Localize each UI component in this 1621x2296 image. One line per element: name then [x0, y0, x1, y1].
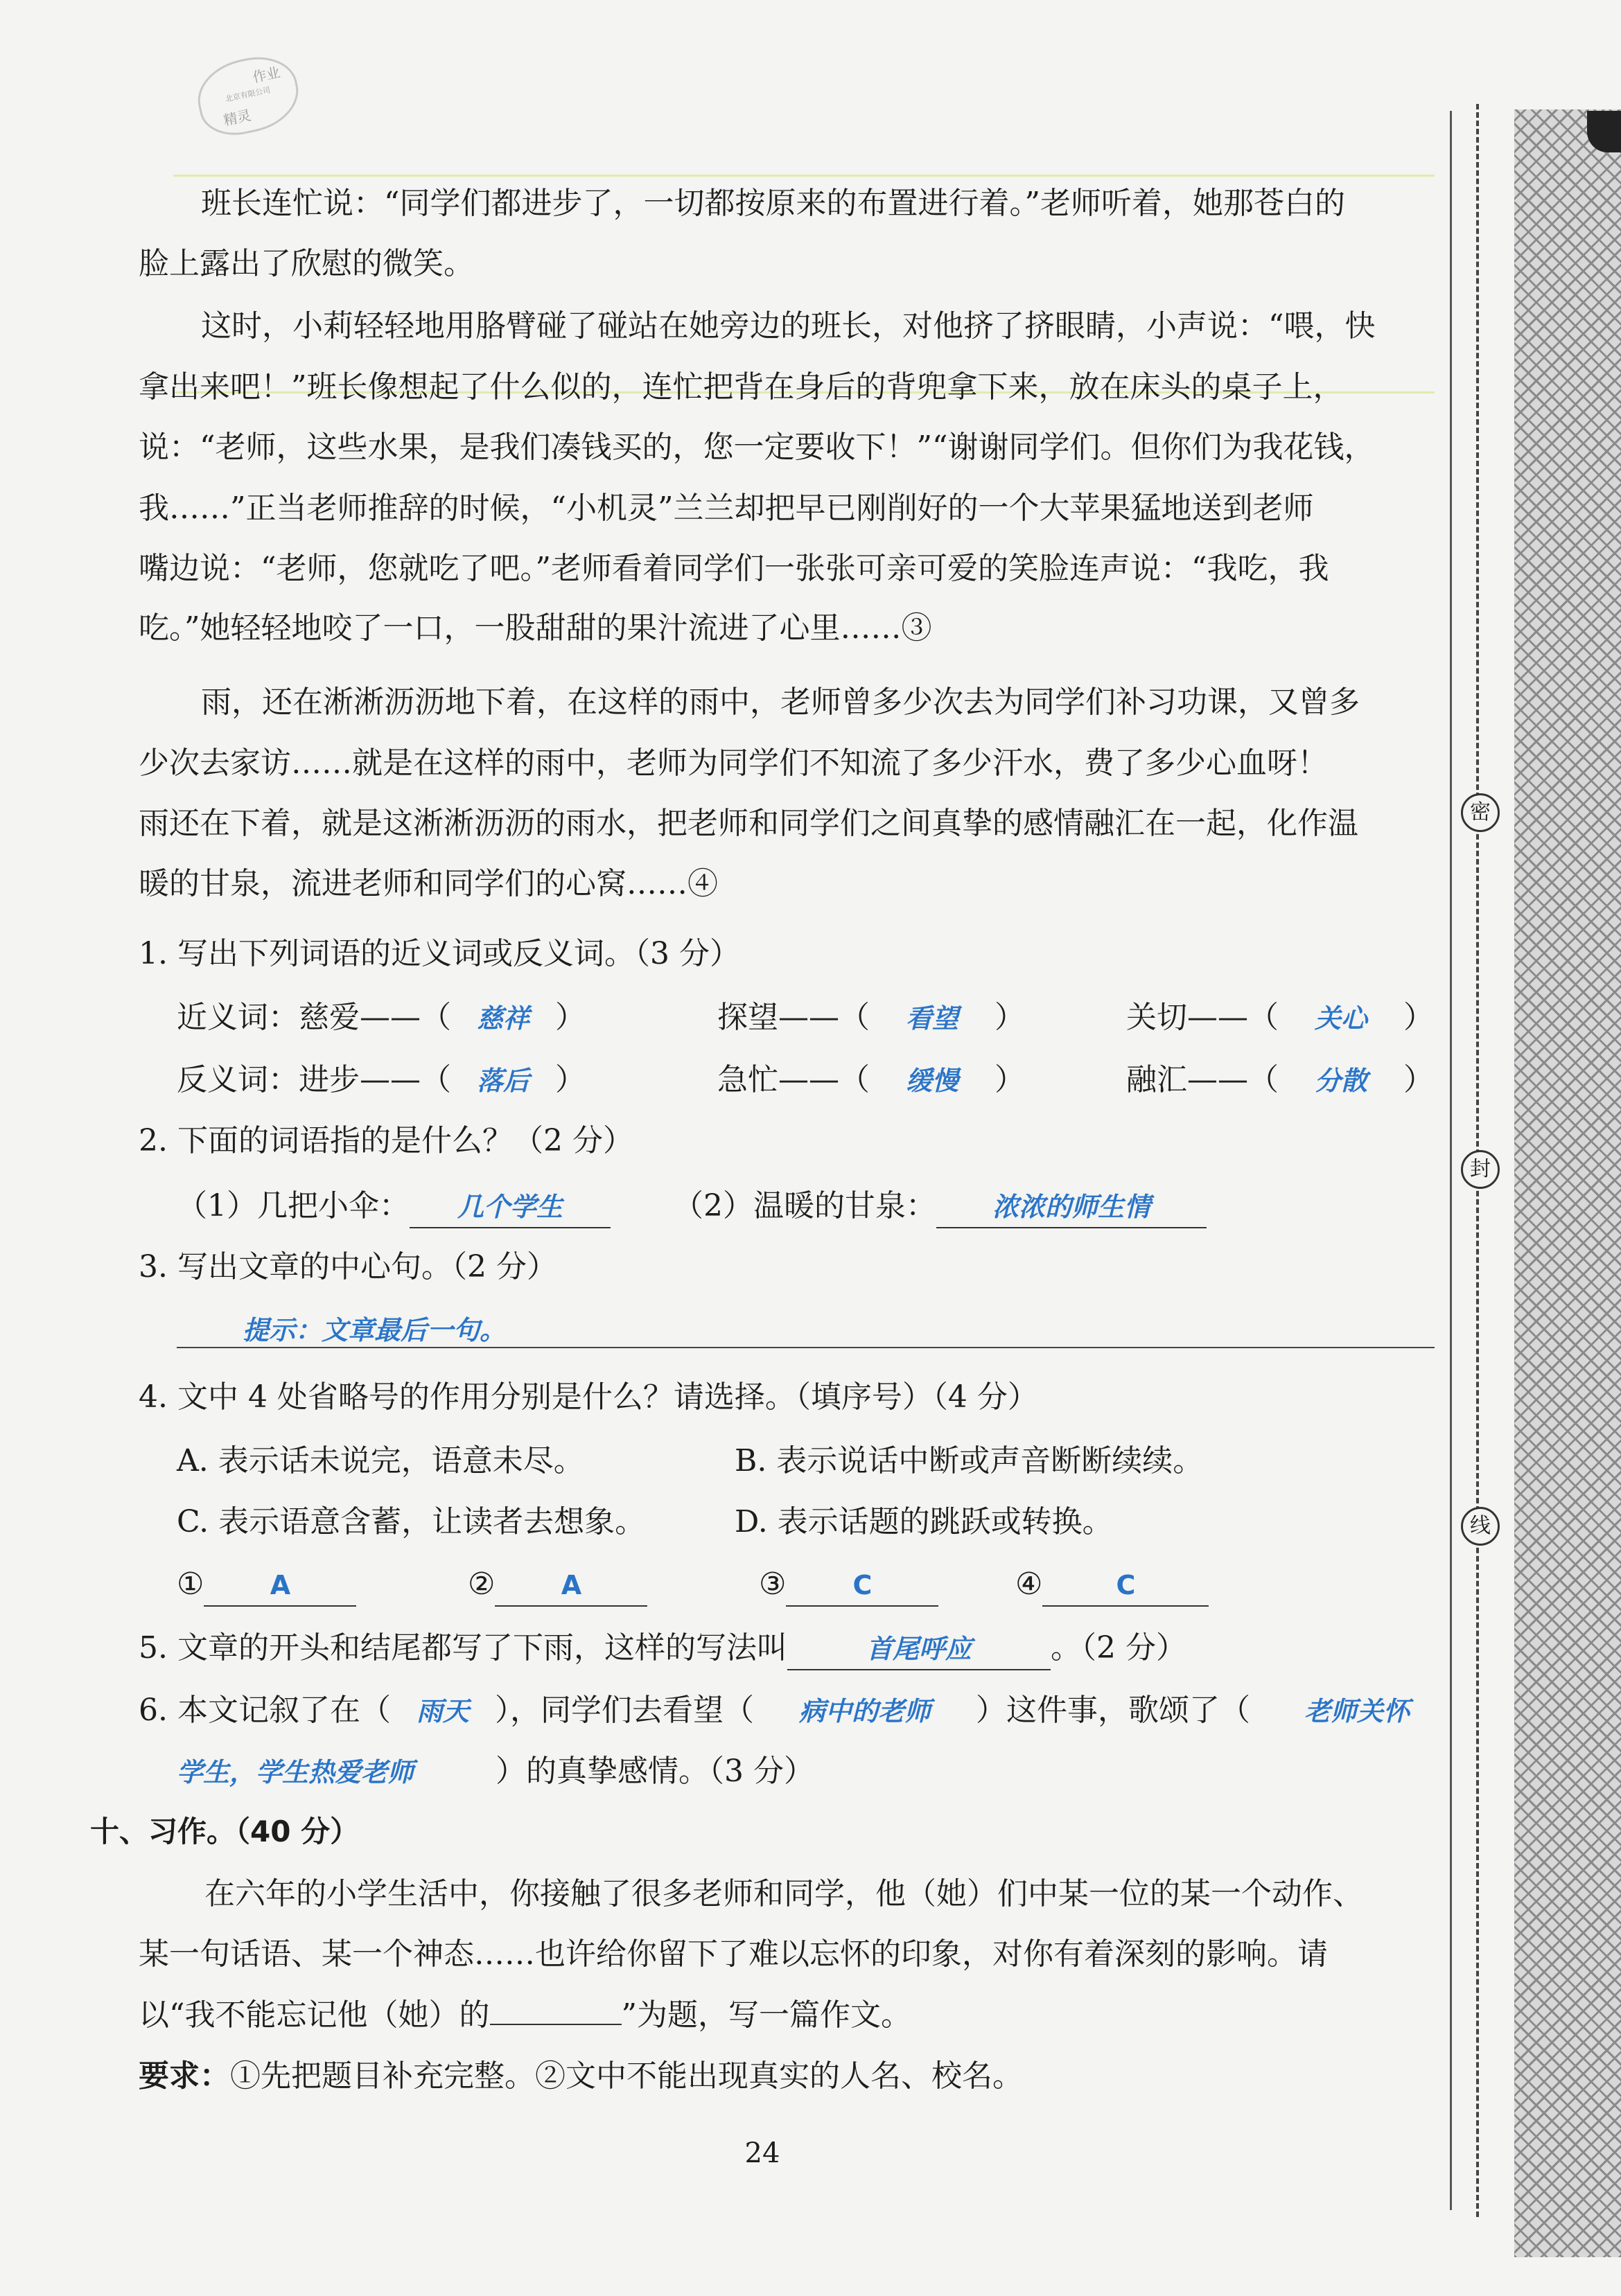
stamp-logo	[191, 49, 306, 142]
seal-marker: 密	[1461, 793, 1500, 832]
q5-answer: 首尾呼应	[787, 1629, 1051, 1670]
question-6-cont	[177, 1751, 1473, 1792]
passage-line: 吃。”她轻轻地咬了一口，一股甜甜的果汁流进了心里……③	[139, 610, 932, 646]
q6-answer-2: 病中的老师	[798, 1696, 931, 1727]
passage-line: 嘴边说：“老师，您就吃了吧。”老师看着同学们一张张可亲可爱的笑脸连声说：“我吃，我	[139, 551, 1329, 586]
q4-answer: A	[495, 1565, 647, 1607]
requirements-label: 要求：	[139, 2058, 230, 2094]
passage-line: 我……”正当老师推辞的时候，“小机灵”兰兰却把早已刚削好的一个大苹果猛地送到老师	[139, 491, 1314, 526]
passage-line: 暖的甘泉，流进老师和同学们的心窝……④	[139, 866, 718, 901]
question-1-title: 1. 写出下列词语的近义词或反义词。（3 分）	[139, 936, 740, 971]
essay-prompt-line	[139, 1995, 1435, 2036]
question-5	[139, 1628, 1435, 1670]
q1-prompt: ）	[994, 1000, 1025, 1035]
stamp-text: 精灵	[222, 107, 253, 129]
q1-answer: 分散	[1314, 1066, 1367, 1096]
crosshatch-border	[1514, 109, 1621, 2257]
q1-row-1	[177, 998, 1473, 1039]
q2-label-a: （1）几把小伞：	[177, 1188, 410, 1224]
q4-answer: C	[1042, 1565, 1209, 1607]
q6-answer-3: 老师关怀	[1304, 1696, 1410, 1727]
q1-prompt: ）	[555, 1000, 586, 1035]
essay-prompt-line: 某一句话语、某一个神态……也许给你留下了难以忘怀的印象，对你有着深刻的影响。请	[139, 1936, 1328, 1972]
essay-prompt-text: 以“我不能忘记他（她）的	[139, 1997, 490, 2033]
q2-label-b: （2）温暖的甘泉：	[673, 1188, 936, 1224]
passage-line: 说：“老师，这些水果，是我们凑钱买的，您一定要收下！”“谢谢同学们。但你们为我花钱，	[139, 430, 1375, 465]
passage-line: 拿出来吧！”班长像想起了什么似的，连忙把背在身后的背兜拿下来，放在床头的桌子上，	[139, 369, 1344, 405]
essay-prompt-text: ”为题，写一篇作文。	[621, 1997, 911, 2033]
q6-prompt: ）这件事，歌颂了（	[975, 1693, 1250, 1728]
highlight-mark	[173, 175, 1435, 177]
passage-line: 这时，小莉轻轻地用胳臂碰了碰站在她旁边的班长，对他挤了挤眼睛，小声说：“喂，快	[201, 308, 1376, 344]
q1-answer: 关心	[1314, 1003, 1367, 1034]
q4-answers	[177, 1564, 1473, 1607]
q4-option-d: D. 表示话题的跳跃或转换。	[735, 1504, 1113, 1539]
requirements-text: ①先把题目补充完整。②文中不能出现真实的人名、校名。	[230, 2058, 1023, 2094]
q4-answer-number: ①	[177, 1566, 204, 1602]
q1-prompt: 反义词：进步——（	[177, 1062, 451, 1097]
stamp-text: 北京有限公司	[225, 85, 272, 104]
q1-answer: 看望	[905, 1003, 958, 1034]
q1-answer: 缓慢	[905, 1066, 958, 1096]
essay-title-blank	[490, 2024, 622, 2025]
q1-answer: 落后	[476, 1066, 529, 1096]
question-3-title: 3. 写出文章的中心句。（2 分）	[139, 1249, 557, 1284]
q3-answer-line	[177, 1309, 1435, 1348]
q4-option-a: A. 表示话未说完，语意未尽。	[177, 1443, 584, 1478]
q5-prompt: 5. 文章的开头和结尾都写了下雨，这样的写法叫	[139, 1630, 787, 1666]
q2-answer-a: 几个学生	[410, 1187, 611, 1228]
q1-prompt: ）	[1403, 1000, 1434, 1035]
q4-options-row	[177, 1441, 1473, 1481]
q1-prompt: 关切——（	[1126, 1000, 1279, 1035]
q6-prompt: ），同学们去看望（	[494, 1693, 754, 1728]
q4-option-b: B. 表示说话中断或声音断断续续。	[735, 1443, 1204, 1478]
q1-row-2	[177, 1060, 1473, 1101]
essay-requirements	[139, 2056, 1435, 2096]
q3-answer: 提示：文章最后一句。	[243, 1315, 507, 1345]
q1-prompt: 近义词：慈爱——（	[177, 1000, 451, 1035]
section-10-title: 十、习作。（40 分）	[90, 1814, 360, 1848]
passage-line: 雨还在下着，就是这淅淅沥沥的雨水，把老师和同学们之间真挚的感情融汇在一起，化作温	[139, 806, 1358, 841]
q4-answer-number: ③	[759, 1566, 787, 1602]
q4-option-c: C. 表示语意含蓄，让读者去想象。	[177, 1504, 646, 1539]
q4-options-row	[177, 1502, 1473, 1542]
q6-answer-3: 学生，学生热爱老师	[177, 1757, 414, 1787]
seal-marker: 封	[1461, 1150, 1500, 1189]
q4-answer: A	[204, 1565, 356, 1607]
question-2-title: 2. 下面的词语指的是什么？（2 分）	[139, 1123, 633, 1158]
q1-prompt: 急忙——（	[717, 1062, 870, 1097]
question-6	[139, 1690, 1435, 1731]
q6-prompt: 6. 本文记叙了在（	[139, 1693, 391, 1728]
passage-line: 雨，还在淅淅沥沥地下着，在这样的雨中，老师曾多少次去为同学们补习功课，又曾多	[201, 685, 1360, 720]
q1-prompt: 融汇——（	[1126, 1062, 1279, 1097]
q6-answer-1: 雨天	[416, 1696, 469, 1727]
passage-line: 班长连忙说：“同学们都进步了，一切都按原来的布置进行着。”老师听着，她那苍白的	[201, 186, 1345, 221]
question-4-title: 4. 文中 4 处省略号的作用分别是什么？请选择。（填序号）（4 分）	[139, 1379, 1038, 1415]
q4-answer-number: ④	[1015, 1566, 1043, 1602]
q1-prompt: ）	[555, 1062, 586, 1097]
q1-prompt: 探望——（	[717, 1000, 870, 1035]
q6-prompt: ）的真挚感情。（3 分）	[496, 1754, 814, 1789]
q4-answer: C	[786, 1565, 938, 1607]
q2-answers	[177, 1186, 1473, 1228]
q2-answer-b: 浓浓的师生情	[936, 1187, 1207, 1228]
essay-prompt-line: 在六年的小学生活中，你接触了很多老师和同学，他（她）们中某一位的某一个动作、	[204, 1876, 1363, 1911]
q1-prompt: ）	[994, 1062, 1025, 1097]
q1-prompt: ）	[1403, 1062, 1434, 1097]
page-number: 24	[744, 2137, 780, 2169]
q1-answer: 慈祥	[476, 1003, 529, 1034]
stamp-text: 作业	[251, 63, 282, 86]
passage-line: 脸上露出了欣慰的微笑。	[139, 246, 474, 281]
q4-answer-number: ②	[468, 1566, 496, 1602]
passage-line: 少次去家访……就是在这样的雨中，老师为同学们不知流了多少汗水，费了多少心血呀！	[139, 745, 1328, 781]
q5-points: 。（2 分）	[1050, 1630, 1186, 1666]
seal-marker: 线	[1461, 1507, 1500, 1546]
